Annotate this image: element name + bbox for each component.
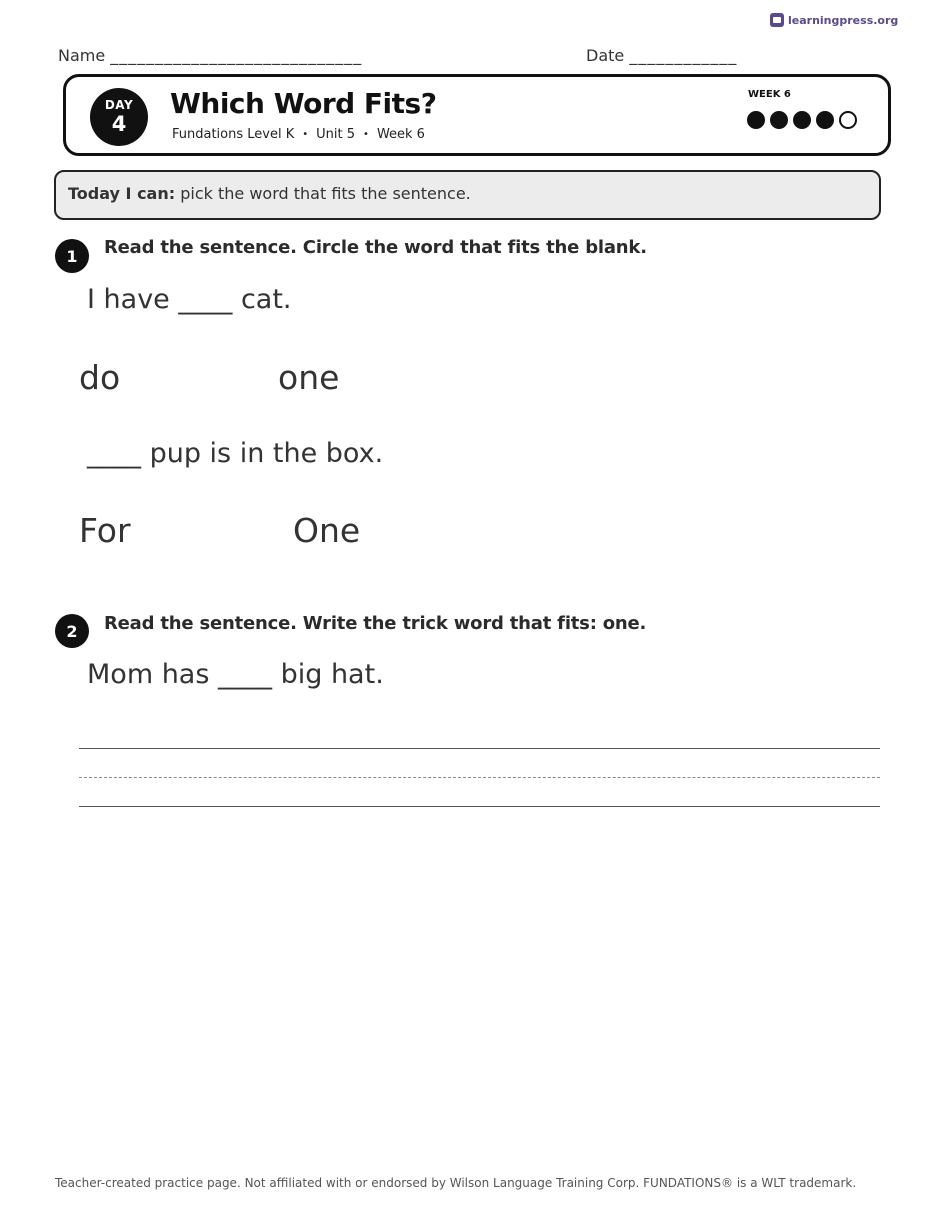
subtitle: [172, 127, 425, 142]
date-label: Date: [586, 46, 625, 65]
question-instruction: Read the sentence. Write the trick word that fits: one.: [104, 613, 647, 634]
date-line: ____________: [629, 46, 738, 65]
writing-line-top[interactable]: [79, 748, 880, 749]
brand-name: learningpress.org: [788, 13, 899, 27]
book-icon: [770, 13, 784, 27]
name-label: Name: [58, 46, 106, 65]
goal-label: Today I can:: [68, 184, 176, 203]
progress-dot-filled: [770, 111, 788, 129]
progress-dot-filled: [793, 111, 811, 129]
name-field: [58, 46, 362, 65]
question-number: 2: [55, 614, 89, 648]
learning-goal: [54, 170, 881, 220]
page-title: Which Word Fits?: [170, 87, 437, 120]
goal-text: pick the word that fits the sentence.: [180, 184, 471, 203]
week-label: WEEK 6: [748, 89, 791, 100]
writing-line-base[interactable]: [79, 806, 880, 807]
subtitle-week: Week 6: [376, 127, 425, 142]
subtitle-level: Fundations Level K: [172, 127, 295, 142]
progress-dot-empty: [839, 111, 857, 129]
writing-line-mid[interactable]: [79, 777, 880, 778]
subtitle-separator: •: [363, 129, 369, 140]
progress-dot-filled: [747, 111, 765, 129]
brand-logo: [770, 13, 898, 27]
question-instruction: Read the sentence. Circle the word that fits the blank.: [104, 237, 647, 258]
day-number: 4: [111, 112, 127, 136]
subtitle-unit: Unit 5: [316, 127, 356, 142]
date-field: [586, 46, 737, 65]
name-line: ____________________________: [110, 46, 363, 65]
week-progress-dots: [747, 111, 857, 129]
word-choice[interactable]: For: [79, 511, 131, 550]
footer-disclaimer: Teacher-created practice page. Not affiliated with or endorsed by Wilson Language Training Corp. FUNDATIONS® is a WLT trademark.: [55, 1176, 857, 1190]
question-number: 1: [55, 239, 89, 273]
word-choice[interactable]: one: [278, 358, 340, 397]
sentence: ____ pup is in the box.: [87, 438, 384, 469]
subtitle-separator: •: [302, 129, 309, 140]
title-card: [63, 74, 891, 156]
sentence: I have ____ cat.: [87, 284, 292, 315]
progress-dot-filled: [816, 111, 834, 129]
day-label: DAY: [104, 98, 134, 112]
word-choice[interactable]: do: [79, 358, 121, 397]
day-badge: [90, 88, 148, 146]
sentence: Mom has ____ big hat.: [87, 659, 384, 690]
word-choice[interactable]: One: [293, 511, 361, 550]
